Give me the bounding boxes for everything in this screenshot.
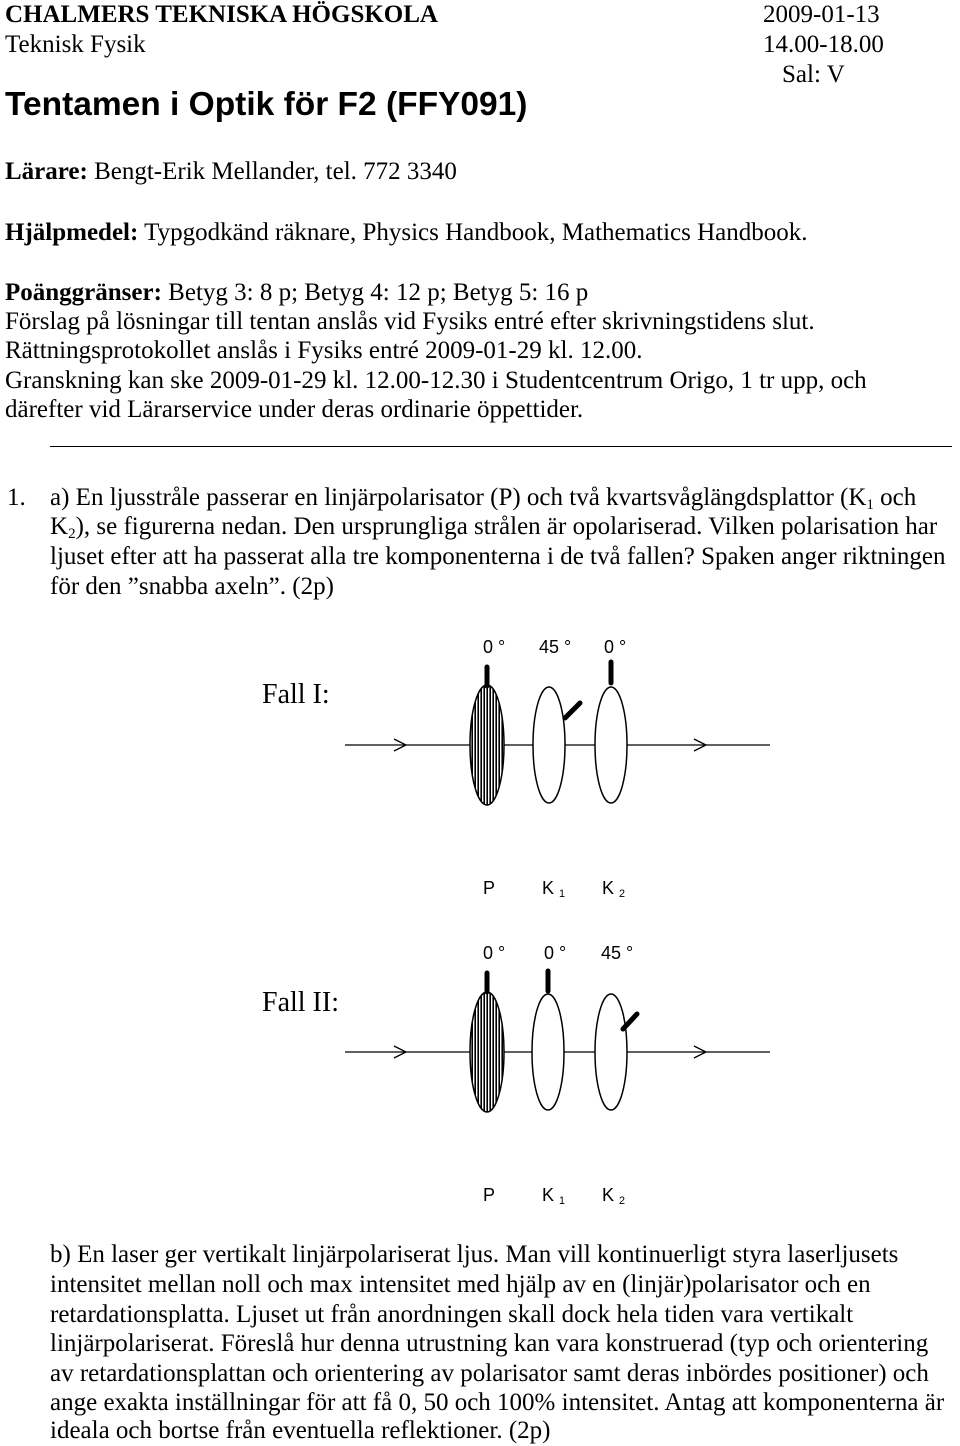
aids-label: Hjälpmedel:: [5, 219, 139, 246]
question-b-line: ange exakta inställningar för att få 0, 50 och 100% intensitet. Antag att komponenterna är: [50, 1389, 945, 1416]
question-b-line: av retardationsplattan och orientering av polarisator samt deras inbördes positioner) och: [50, 1360, 929, 1387]
text-segment: och: [873, 484, 917, 511]
exam-room: Sal: V: [782, 61, 845, 88]
angle-label-k2: 45 °: [601, 943, 634, 963]
grades-label: Poänggränser:: [5, 279, 162, 306]
subscript: 2: [68, 526, 76, 543]
exam-time: 14.00-18.00: [763, 31, 884, 58]
note-line: Granskning kan ske 2009-01-29 kl. 12.00-12.30 i Studentcentrum Origo, 1 tr upp, och: [5, 367, 867, 394]
component-label-k2: [602, 1185, 626, 1208]
note-line: Rättningsprotokollet anslås i Fysiks entré 2009-01-29 kl. 12.00.: [5, 337, 643, 364]
subscript: 1: [866, 497, 874, 514]
subscript: 1: [559, 1195, 566, 1208]
question-b-line: intensitet mellan noll och max intensitet med hjälp av en (linjär)polarisator och en: [50, 1271, 871, 1298]
exam-date: 2009-01-13: [763, 1, 880, 28]
figure-fall-2: [345, 971, 770, 1112]
label-base: K: [542, 878, 555, 898]
angle-label-p: 0 °: [483, 637, 506, 657]
department-name: Teknisk Fysik: [5, 31, 146, 58]
subscript: 2: [619, 1195, 626, 1208]
question-b-line: b) En laser ger vertikalt linjärpolariserat ljus. Man vill kontinuerligt styra laserljusets: [50, 1241, 899, 1268]
question-a-line: för den ”snabba axeln”. (2p): [50, 573, 334, 600]
quarter-wave-plate-k2: [595, 687, 627, 803]
component-label-k1: [542, 878, 566, 901]
component-label-k2: [602, 878, 626, 901]
angle-label-p: 0 °: [483, 943, 506, 963]
question-b-line: retardationsplatta. Ljuset ut från anordningen skall dock hela tiden vara vertikalt: [50, 1301, 854, 1328]
question-b-line: linjärpolariserat. Föreslå hur denna utrustning kan vara konstruerad (typ och orientering: [50, 1330, 929, 1357]
grades-line: [5, 278, 588, 307]
teacher-line: [5, 157, 457, 186]
note-line: Förslag på lösningar till tentan anslås vid Fysiks entré efter skrivningstidens slut.: [5, 308, 815, 335]
institution-name: CHALMERS TEKNISKA HÖGSKOLA: [5, 1, 438, 28]
component-label-p: P: [483, 1185, 496, 1205]
note-line: därefter vid Lärarservice under deras ordinarie öppettider.: [5, 396, 584, 423]
question-a-line: [50, 483, 916, 512]
subscript: 1: [559, 888, 566, 901]
grades-value: Betyg 3: 8 p; Betyg 4: 12 p; Betyg 5: 16 p: [168, 279, 589, 306]
figure-title-fall-1: Fall I:: [262, 679, 330, 710]
subscript: 2: [619, 888, 626, 901]
label-base: K: [542, 1185, 555, 1205]
aids-line: [5, 218, 808, 247]
polarizer-p: [470, 992, 504, 1112]
teacher-value: Bengt-Erik Mellander, tel. 772 3340: [94, 158, 457, 185]
question-b-line: ideala och bortse från eventuella reflektioner. (2p): [50, 1417, 551, 1444]
angle-label-k1: 0 °: [544, 943, 567, 963]
component-label-k1: [542, 1185, 566, 1208]
text-segment: ), se figurerna nedan. Den ursprungliga strålen är opolariserad. Vilken polarisation har: [75, 513, 938, 540]
question-a-line: ljuset efter att ha passerat alla tre komponenterna i de två fallen? Spaken anger riktningen: [50, 543, 946, 570]
figure-fall-1: [345, 662, 770, 805]
text-segment: K: [50, 513, 69, 540]
quarter-wave-plate-k1: [532, 994, 564, 1110]
angle-label-k2: 0 °: [604, 637, 627, 657]
text-segment: a) En ljusstråle passerar en linjärpolarisator (P) och två kvartsvåglängdsplattor (K: [50, 484, 867, 511]
question-a-line: [50, 512, 937, 541]
polarizer-p: [470, 685, 504, 805]
section-divider: [50, 446, 952, 447]
problem-number: 1.: [7, 484, 26, 511]
quarter-wave-plate-k2: [595, 994, 627, 1110]
quarter-wave-plate-k1: [533, 687, 565, 803]
figure-title-fall-2: Fall II:: [262, 987, 339, 1018]
label-base: K: [602, 1185, 615, 1205]
optics-setup-figures: [330, 620, 790, 1220]
angle-label-k1: 45 °: [539, 637, 572, 657]
page-title: Tentamen i Optik för F2 (FFY091): [5, 86, 528, 123]
aids-value: Typgodkänd räknare, Physics Handbook, Mathematics Handbook.: [144, 219, 808, 246]
teacher-label: Lärare:: [5, 158, 88, 185]
component-label-p: P: [483, 878, 496, 898]
label-base: K: [602, 878, 615, 898]
lever-k1: [565, 703, 580, 718]
